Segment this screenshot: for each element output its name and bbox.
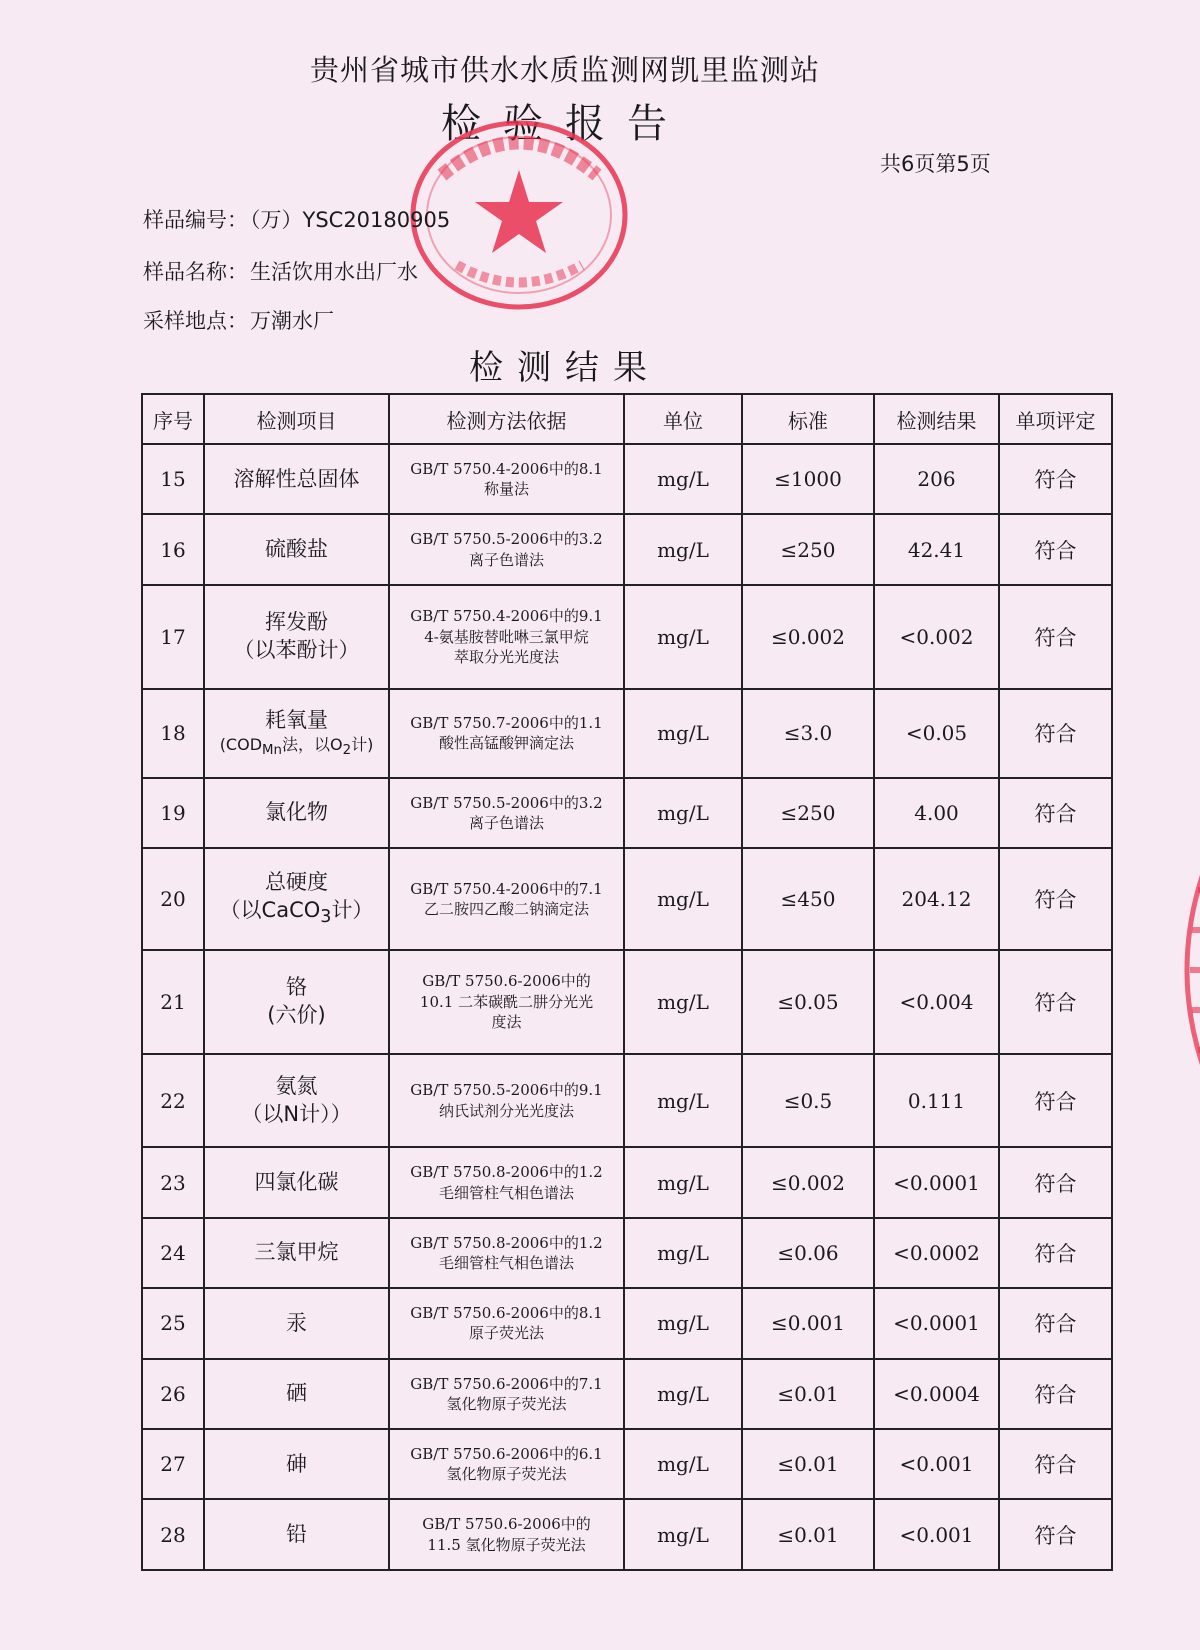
table-row <box>142 514 1112 584</box>
test-item-text: （以CaCO <box>219 897 321 922</box>
row-number: 27 <box>142 1429 204 1499</box>
unit: mg/L <box>624 1288 742 1358</box>
test-method <box>389 1054 624 1148</box>
test-item-text: (COD <box>219 734 263 754</box>
test-result: <0.0002 <box>874 1218 999 1288</box>
row-number: 17 <box>142 585 204 689</box>
test-item <box>204 444 389 514</box>
table-row <box>142 1054 1112 1148</box>
results-title: 检测结果 <box>469 348 661 388</box>
test-item-text: 计) <box>351 734 374 754</box>
sample-id-line <box>143 204 450 234</box>
test-result: <0.001 <box>874 1499 999 1570</box>
sample-id-label: 样品编号： <box>143 208 248 232</box>
test-item <box>204 1054 389 1148</box>
unit: mg/L <box>624 1499 742 1570</box>
test-item-text: 2 <box>342 742 352 758</box>
standard-limit: ≤0.001 <box>742 1288 874 1358</box>
unit: mg/L <box>624 950 742 1054</box>
test-method <box>389 1288 624 1358</box>
test-method <box>389 689 624 778</box>
verdict: 符合 <box>999 1054 1112 1148</box>
test-item-text: Mn <box>262 742 282 758</box>
test-method-line: 毛细管柱气相色谱法 <box>438 1254 574 1273</box>
test-result: <0.004 <box>874 950 999 1054</box>
test-item <box>204 1288 389 1358</box>
table-row <box>142 585 1112 689</box>
verdict: 符合 <box>999 585 1112 689</box>
test-item <box>204 950 389 1054</box>
standard-limit: ≤450 <box>742 848 874 949</box>
table-row <box>142 689 1112 778</box>
sample-location-label: 采样地点： <box>143 309 248 333</box>
test-item-text: 总硬度 <box>265 870 328 895</box>
test-item-text: 氯化物 <box>265 800 328 825</box>
test-item-text: 计） <box>331 897 374 922</box>
unit: mg/L <box>624 514 742 584</box>
test-result: 204.12 <box>874 848 999 949</box>
test-item-note <box>209 897 384 929</box>
test-method-line: 离子色谱法 <box>468 550 544 569</box>
test-method <box>389 585 624 689</box>
table-row <box>142 1499 1112 1570</box>
standard-limit: ≤1000 <box>742 444 874 514</box>
row-number: 25 <box>142 1288 204 1358</box>
report-title: 检验报告 <box>441 101 689 147</box>
row-number: 18 <box>142 689 204 778</box>
test-result: 4.00 <box>874 778 999 848</box>
test-item-text: 铅 <box>286 1522 307 1547</box>
test-method-line: GB/T 5750.7-2006中的1.1 <box>410 714 603 733</box>
test-item <box>204 778 389 848</box>
row-number: 16 <box>142 514 204 584</box>
test-method-line: GB/T 5750.5-2006中的9.1 <box>410 1081 603 1100</box>
verdict: 符合 <box>999 1218 1112 1288</box>
test-method <box>389 514 624 584</box>
station-name: 贵州省城市供水水质监测网凯里监测站 <box>309 53 820 87</box>
unit: mg/L <box>624 1218 742 1288</box>
test-result: <0.05 <box>874 689 999 778</box>
test-method <box>389 1147 624 1217</box>
verdict: 符合 <box>999 848 1112 949</box>
test-item-text: 铬 <box>286 975 307 1000</box>
test-item-text: 3 <box>320 906 332 927</box>
test-item <box>204 585 389 689</box>
test-item <box>204 1218 389 1288</box>
unit: mg/L <box>624 689 742 778</box>
table-row <box>142 1288 1112 1358</box>
table-row <box>142 778 1112 848</box>
unit: mg/L <box>624 1359 742 1429</box>
col-header-no: 序号 <box>142 394 204 444</box>
test-method-line: 纳氏试剂分光光度法 <box>438 1101 574 1120</box>
test-method-line: GB/T 5750.6-2006中的6.1 <box>410 1445 603 1464</box>
sample-location-line <box>143 305 334 335</box>
unit: mg/L <box>624 444 742 514</box>
test-method-line: 称量法 <box>483 480 529 499</box>
standard-limit: ≤250 <box>742 778 874 848</box>
verdict: 符合 <box>999 689 1112 778</box>
verdict: 符合 <box>999 1147 1112 1217</box>
standard-limit: ≤0.002 <box>742 585 874 689</box>
standard-limit: ≤0.002 <box>742 1147 874 1217</box>
test-method <box>389 778 624 848</box>
sample-name-label: 样品名称： <box>143 260 248 284</box>
standard-limit: ≤0.01 <box>742 1499 874 1570</box>
verdict: 符合 <box>999 950 1112 1054</box>
test-method <box>389 1359 624 1429</box>
row-number: 26 <box>142 1359 204 1429</box>
test-method-line: GB/T 5750.8-2006中的1.2 <box>410 1233 603 1252</box>
test-method-line: 10.1 二苯碳酰二肼分光光 <box>419 992 594 1011</box>
col-header-standard: 标准 <box>742 394 874 444</box>
test-result: <0.002 <box>874 585 999 689</box>
test-item <box>204 1147 389 1217</box>
test-method <box>389 848 624 949</box>
test-method-line: 萃取分光光度法 <box>453 647 559 666</box>
test-item-text: 氨氮 <box>275 1074 318 1099</box>
test-method-line: GB/T 5750.5-2006中的3.2 <box>410 793 603 812</box>
table-row <box>142 1147 1112 1217</box>
test-method-line: 氢化物原子荧光法 <box>446 1465 567 1484</box>
test-item-text: 四氯化碳 <box>254 1169 339 1194</box>
verdict: 符合 <box>999 444 1112 514</box>
verdict: 符合 <box>999 1429 1112 1499</box>
test-result: <0.0001 <box>874 1288 999 1358</box>
standard-limit: ≤3.0 <box>742 689 874 778</box>
table-row <box>142 1429 1112 1499</box>
test-item <box>204 1359 389 1429</box>
test-method-line: 11.5 氢化物原子荧光法 <box>427 1535 586 1554</box>
row-number: 15 <box>142 444 204 514</box>
test-method-line: GB/T 5750.6-2006中的 <box>422 1515 591 1534</box>
test-item-text: 耗氧量 <box>265 708 328 733</box>
test-method-line: GB/T 5750.6-2006中的7.1 <box>410 1374 603 1393</box>
sample-name-value: 生活饮用水出厂水 <box>250 260 418 284</box>
test-result: <0.0004 <box>874 1359 999 1429</box>
test-item <box>204 1429 389 1499</box>
test-method-line: 度法 <box>491 1012 522 1031</box>
test-method-line: 酸性高锰酸钾滴定法 <box>438 734 574 753</box>
table-row <box>142 1359 1112 1429</box>
col-header-method: 检测方法依据 <box>389 394 624 444</box>
test-method-line: 离子色谱法 <box>468 814 544 833</box>
test-item-text: 法，以O <box>281 734 343 754</box>
sample-location-value: 万潮水厂 <box>250 309 334 333</box>
test-item-text: 汞 <box>286 1310 307 1335</box>
test-method-line: 4-氨基胺替吡啉三氯甲烷 <box>424 627 589 646</box>
unit: mg/L <box>624 848 742 949</box>
sample-id-value: （万）YSC20180905 <box>250 208 451 232</box>
page-indicator: 共6页第5页 <box>880 152 991 176</box>
test-method-line: GB/T 5750.4-2006中的7.1 <box>410 879 603 898</box>
test-method <box>389 1499 624 1570</box>
test-result: <0.0001 <box>874 1147 999 1217</box>
test-item-text: (六价) <box>267 1002 326 1027</box>
standard-limit: ≤0.5 <box>742 1054 874 1148</box>
standard-limit: ≤250 <box>742 514 874 584</box>
verdict: 符合 <box>999 1499 1112 1570</box>
test-item <box>204 514 389 584</box>
table-row <box>142 848 1112 949</box>
standard-limit: ≤0.05 <box>742 950 874 1054</box>
test-item-note <box>209 735 384 760</box>
standard-limit: ≤0.01 <box>742 1429 874 1499</box>
test-method-line: GB/T 5750.8-2006中的1.2 <box>410 1163 603 1182</box>
col-header-verdict: 单项评定 <box>999 394 1112 444</box>
test-result: 42.41 <box>874 514 999 584</box>
test-method-line: 乙二胺四乙酸二钠滴定法 <box>423 900 589 919</box>
test-method-line: GB/T 5750.4-2006中的8.1 <box>410 459 603 478</box>
test-item <box>204 689 389 778</box>
test-method-line: GB/T 5750.5-2006中的3.2 <box>410 530 603 549</box>
test-item <box>204 848 389 949</box>
standard-limit: ≤0.01 <box>742 1359 874 1429</box>
test-item <box>204 1499 389 1570</box>
test-method-line: 原子荧光法 <box>468 1324 544 1343</box>
test-method <box>389 1429 624 1499</box>
row-number: 22 <box>142 1054 204 1148</box>
test-item-text: （以苯酚计） <box>233 637 360 662</box>
test-result: <0.001 <box>874 1429 999 1499</box>
test-item-text: 溶解性总固体 <box>233 466 360 491</box>
table-row <box>142 444 1112 514</box>
test-result: 0.111 <box>874 1054 999 1148</box>
test-method-line: 氢化物原子荧光法 <box>446 1394 567 1413</box>
test-item-text: （以N计）） <box>241 1101 352 1126</box>
row-number: 23 <box>142 1147 204 1217</box>
verdict: 符合 <box>999 1288 1112 1358</box>
test-method-line: GB/T 5750.6-2006中的8.1 <box>410 1304 603 1323</box>
verdict: 符合 <box>999 514 1112 584</box>
table-row <box>142 1218 1112 1288</box>
unit: mg/L <box>624 1429 742 1499</box>
test-method <box>389 1218 624 1288</box>
edge-seal-fragment <box>1168 860 1200 1080</box>
table-row <box>142 950 1112 1054</box>
col-header-result: 检测结果 <box>874 394 999 444</box>
verdict: 符合 <box>999 1359 1112 1429</box>
test-item-text: 硒 <box>286 1381 307 1406</box>
test-method <box>389 950 624 1054</box>
unit: mg/L <box>624 585 742 689</box>
row-number: 24 <box>142 1218 204 1288</box>
col-header-item: 检测项目 <box>204 394 389 444</box>
unit: mg/L <box>624 1147 742 1217</box>
row-number: 28 <box>142 1499 204 1570</box>
row-number: 20 <box>142 848 204 949</box>
test-method-line: GB/T 5750.6-2006中的 <box>422 972 591 991</box>
test-method-line: 毛细管柱气相色谱法 <box>438 1183 574 1202</box>
test-item-text: 三氯甲烷 <box>254 1240 339 1265</box>
test-result: 206 <box>874 444 999 514</box>
unit: mg/L <box>624 1054 742 1148</box>
test-method-line: GB/T 5750.4-2006中的9.1 <box>410 607 603 626</box>
col-header-unit: 单位 <box>624 394 742 444</box>
standard-limit: ≤0.06 <box>742 1218 874 1288</box>
test-item-text: 硫酸盐 <box>265 536 328 561</box>
unit: mg/L <box>624 778 742 848</box>
test-method <box>389 444 624 514</box>
row-number: 19 <box>142 778 204 848</box>
row-number: 21 <box>142 950 204 1054</box>
test-item-text: 砷 <box>286 1451 307 1476</box>
test-item-text: 挥发酚 <box>265 610 328 635</box>
results-table <box>141 393 1113 1571</box>
verdict: 符合 <box>999 778 1112 848</box>
table-header-row <box>142 394 1112 444</box>
sample-name-line <box>143 256 418 286</box>
